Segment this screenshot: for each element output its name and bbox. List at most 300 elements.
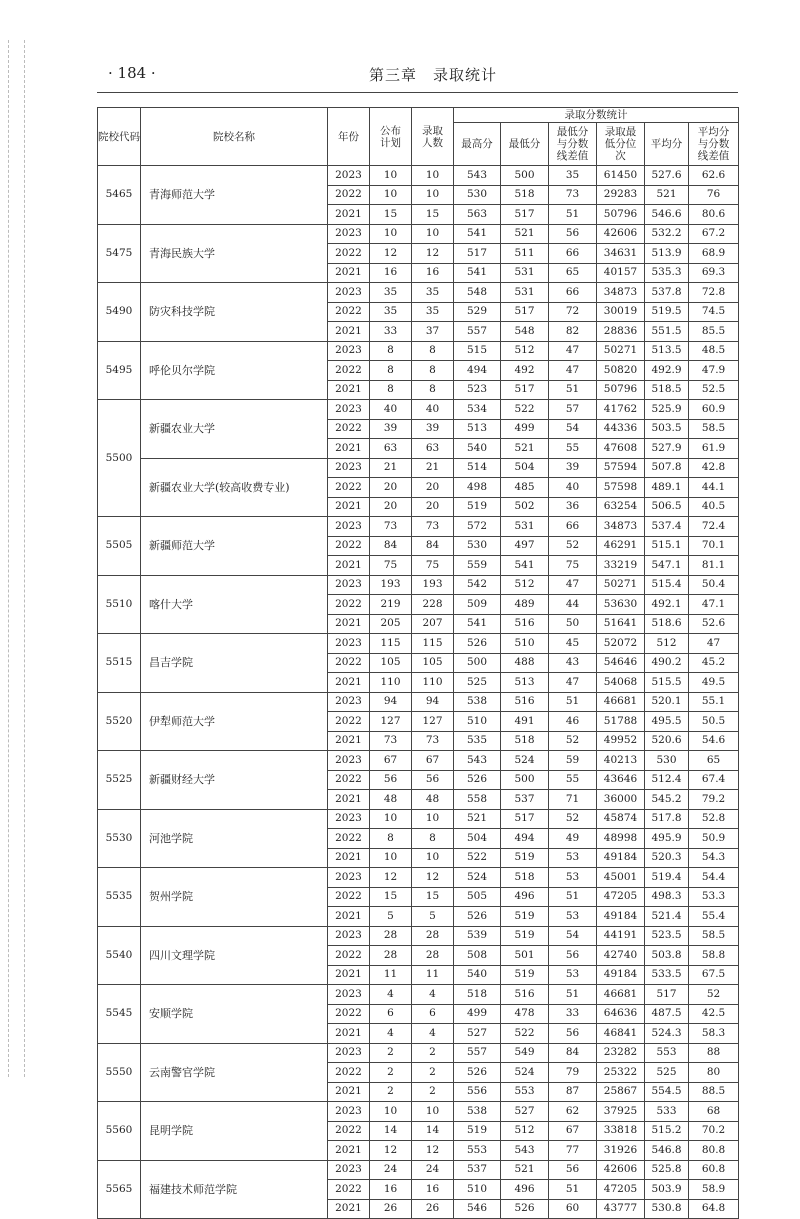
cell-year: 2023 (328, 166, 370, 186)
cell-max: 543 (454, 751, 501, 771)
table-row (98, 224, 739, 244)
cell-min: 494 (501, 829, 549, 849)
cell-avg: 521.4 (645, 907, 689, 927)
cell-avg-diff: 62.6 (689, 166, 739, 186)
cell-min-rank: 57594 (597, 458, 645, 478)
cell-year: 2023 (328, 517, 370, 537)
cell-max: 541 (454, 263, 501, 283)
cell-avg-diff: 60.8 (689, 1160, 739, 1180)
cell-min-diff: 67 (549, 1121, 597, 1141)
header-year: 年份 (328, 108, 370, 166)
table-row (98, 341, 739, 361)
cell-avg-diff: 58.5 (689, 419, 739, 439)
school-code: 5540 (98, 926, 141, 985)
cell-avg-diff: 58.3 (689, 1024, 739, 1044)
cell-avg: 492.1 (645, 595, 689, 615)
cell-max: 540 (454, 439, 501, 459)
cell-min-rank: 46841 (597, 1024, 645, 1044)
cell-year: 2022 (328, 185, 370, 205)
cell-avg: 490.2 (645, 653, 689, 673)
cell-min-rank: 50271 (597, 341, 645, 361)
cell-min-diff: 55 (549, 439, 597, 459)
cell-plan: 2 (370, 1063, 412, 1083)
cell-plan: 48 (370, 790, 412, 810)
cell-avg-diff: 50.5 (689, 712, 739, 732)
cell-avg: 545.2 (645, 790, 689, 810)
cell-enrolled: 48 (412, 790, 454, 810)
cell-min-diff: 53 (549, 868, 597, 888)
cell-max: 494 (454, 361, 501, 381)
cell-max: 504 (454, 829, 501, 849)
cell-enrolled: 4 (412, 1024, 454, 1044)
cell-min-diff: 52 (549, 809, 597, 829)
school-name: 安顺学院 (141, 985, 328, 1044)
cell-year: 2022 (328, 595, 370, 615)
cell-year: 2023 (328, 341, 370, 361)
cell-max: 515 (454, 341, 501, 361)
cell-min-diff: 72 (549, 302, 597, 322)
cell-avg-diff: 88.5 (689, 1082, 739, 1102)
cell-max: 556 (454, 1082, 501, 1102)
cell-plan: 20 (370, 478, 412, 498)
cell-max: 541 (454, 614, 501, 634)
cell-avg-diff: 68 (689, 1102, 739, 1122)
table-row (98, 751, 739, 771)
cell-min: 531 (501, 263, 549, 283)
cell-min: 531 (501, 283, 549, 303)
school-name: 喀什大学 (141, 575, 328, 634)
school-code: 5505 (98, 517, 141, 576)
cell-year: 2021 (328, 380, 370, 400)
cell-min: 543 (501, 1141, 549, 1161)
cell-year: 2021 (328, 1082, 370, 1102)
header-avg-diff: 平均分与分数线差值 (689, 123, 739, 166)
cell-year: 2022 (328, 653, 370, 673)
cell-plan: 35 (370, 302, 412, 322)
cell-year: 2021 (328, 848, 370, 868)
cell-plan: 40 (370, 400, 412, 420)
school-name: 青海民族大学 (141, 224, 328, 283)
cell-avg: 519.4 (645, 868, 689, 888)
cell-enrolled: 73 (412, 517, 454, 537)
cell-enrolled: 28 (412, 926, 454, 946)
cell-min-diff: 51 (549, 380, 597, 400)
cell-min-rank: 43777 (597, 1199, 645, 1219)
cell-year: 2021 (328, 614, 370, 634)
cell-avg-diff: 52.5 (689, 380, 739, 400)
cell-min: 516 (501, 692, 549, 712)
cell-min-diff: 46 (549, 712, 597, 732)
cell-plan: 15 (370, 887, 412, 907)
cell-enrolled: 15 (412, 205, 454, 225)
cell-year: 2021 (328, 965, 370, 985)
cell-min-rank: 42606 (597, 224, 645, 244)
school-name: 福建技术师范学院 (141, 1160, 328, 1219)
cell-max: 498 (454, 478, 501, 498)
cell-plan: 84 (370, 536, 412, 556)
cell-min: 519 (501, 965, 549, 985)
cell-avg: 520.1 (645, 692, 689, 712)
cell-min-diff: 53 (549, 965, 597, 985)
cell-avg: 532.2 (645, 224, 689, 244)
cell-avg: 525.8 (645, 1160, 689, 1180)
cell-year: 2022 (328, 829, 370, 849)
cell-max: 529 (454, 302, 501, 322)
cell-min-diff: 56 (549, 224, 597, 244)
cell-avg-diff: 72.8 (689, 283, 739, 303)
cell-min-diff: 50 (549, 614, 597, 634)
cell-min-diff: 56 (549, 946, 597, 966)
cell-enrolled: 75 (412, 556, 454, 576)
cell-min-diff: 54 (549, 926, 597, 946)
cell-min-diff: 51 (549, 1180, 597, 1200)
cell-enrolled: 37 (412, 322, 454, 342)
cell-min: 513 (501, 673, 549, 693)
cell-avg: 495.9 (645, 829, 689, 849)
cell-avg: 506.5 (645, 497, 689, 517)
cell-max: 530 (454, 536, 501, 556)
cell-enrolled: 193 (412, 575, 454, 595)
school-code: 5520 (98, 692, 141, 751)
table-row (98, 1102, 739, 1122)
cell-plan: 12 (370, 868, 412, 888)
cell-year: 2023 (328, 400, 370, 420)
cell-year: 2021 (328, 731, 370, 751)
cell-max: 510 (454, 712, 501, 732)
school-name: 新疆农业大学 (141, 400, 328, 459)
cell-avg: 533 (645, 1102, 689, 1122)
cell-max: 513 (454, 419, 501, 439)
table-row (98, 692, 739, 712)
cell-avg: 517 (645, 985, 689, 1005)
cell-min-rank: 54646 (597, 653, 645, 673)
scan-margin-line (24, 40, 25, 1077)
cell-max: 543 (454, 166, 501, 186)
cell-avg-diff: 40.5 (689, 497, 739, 517)
cell-min: 502 (501, 497, 549, 517)
cell-min-rank: 50796 (597, 380, 645, 400)
cell-min-diff: 77 (549, 1141, 597, 1161)
cell-max: 509 (454, 595, 501, 615)
cell-min-diff: 49 (549, 829, 597, 849)
cell-min-rank: 47205 (597, 1180, 645, 1200)
cell-enrolled: 84 (412, 536, 454, 556)
table-row (98, 1160, 739, 1180)
cell-min-diff: 73 (549, 185, 597, 205)
cell-min-diff: 39 (549, 458, 597, 478)
cell-min-rank: 51641 (597, 614, 645, 634)
cell-year: 2022 (328, 1180, 370, 1200)
cell-max: 546 (454, 1199, 501, 1219)
cell-plan: 10 (370, 1102, 412, 1122)
table-row (98, 985, 739, 1005)
school-name: 昌吉学院 (141, 634, 328, 693)
cell-avg: 518.5 (645, 380, 689, 400)
cell-max: 537 (454, 1160, 501, 1180)
cell-min: 548 (501, 322, 549, 342)
cell-plan: 35 (370, 283, 412, 303)
school-code: 5565 (98, 1160, 141, 1219)
admission-stats-table (97, 107, 739, 1219)
cell-avg: 489.1 (645, 478, 689, 498)
school-name: 云南警官学院 (141, 1043, 328, 1102)
cell-min-rank: 34873 (597, 517, 645, 537)
cell-min: 531 (501, 517, 549, 537)
cell-avg: 512 (645, 634, 689, 654)
cell-year: 2023 (328, 1102, 370, 1122)
cell-avg: 523.5 (645, 926, 689, 946)
header-plan: 公布计划 (370, 108, 412, 166)
cell-max: 541 (454, 224, 501, 244)
cell-max: 534 (454, 400, 501, 420)
cell-max: 505 (454, 887, 501, 907)
cell-max: 557 (454, 322, 501, 342)
table-row (98, 458, 739, 478)
table-row (98, 926, 739, 946)
cell-min: 518 (501, 731, 549, 751)
cell-avg-diff: 79.2 (689, 790, 739, 810)
cell-min: 501 (501, 946, 549, 966)
cell-enrolled: 94 (412, 692, 454, 712)
cell-min-rank: 28836 (597, 322, 645, 342)
cell-min-diff: 47 (549, 673, 597, 693)
cell-max: 514 (454, 458, 501, 478)
cell-avg: 503.5 (645, 419, 689, 439)
cell-enrolled: 20 (412, 478, 454, 498)
cell-min: 499 (501, 419, 549, 439)
cell-enrolled: 2 (412, 1063, 454, 1083)
cell-min-rank: 49952 (597, 731, 645, 751)
cell-avg-diff: 50.9 (689, 829, 739, 849)
cell-min-rank: 57598 (597, 478, 645, 498)
cell-avg-diff: 74.5 (689, 302, 739, 322)
cell-enrolled: 10 (412, 224, 454, 244)
cell-avg-diff: 85.5 (689, 322, 739, 342)
cell-year: 2021 (328, 556, 370, 576)
cell-max: 538 (454, 1102, 501, 1122)
cell-min-diff: 53 (549, 848, 597, 868)
cell-min-rank: 25322 (597, 1063, 645, 1083)
school-code: 5510 (98, 575, 141, 634)
cell-enrolled: 39 (412, 419, 454, 439)
cell-year: 2022 (328, 302, 370, 322)
cell-min-diff: 57 (549, 400, 597, 420)
cell-max: 526 (454, 770, 501, 790)
cell-min: 517 (501, 809, 549, 829)
cell-plan: 67 (370, 751, 412, 771)
cell-plan: 10 (370, 809, 412, 829)
cell-avg: 515.1 (645, 536, 689, 556)
cell-avg: 551.5 (645, 322, 689, 342)
cell-enrolled: 127 (412, 712, 454, 732)
cell-enrolled: 12 (412, 244, 454, 264)
cell-min-rank: 47205 (597, 887, 645, 907)
cell-min-rank: 49184 (597, 848, 645, 868)
cell-plan: 110 (370, 673, 412, 693)
cell-enrolled: 73 (412, 731, 454, 751)
school-code: 5495 (98, 341, 141, 400)
cell-min-rank: 50820 (597, 361, 645, 381)
cell-max: 521 (454, 809, 501, 829)
cell-avg-diff: 55.4 (689, 907, 739, 927)
cell-avg-diff: 70.1 (689, 536, 739, 556)
cell-avg: 553 (645, 1043, 689, 1063)
cell-avg-diff: 68.9 (689, 244, 739, 264)
header-code: 院校代码 (98, 108, 141, 166)
cell-min-diff: 62 (549, 1102, 597, 1122)
cell-year: 2022 (328, 244, 370, 264)
cell-min: 553 (501, 1082, 549, 1102)
cell-year: 2023 (328, 458, 370, 478)
cell-enrolled: 8 (412, 361, 454, 381)
cell-min-rank: 45874 (597, 809, 645, 829)
cell-plan: 12 (370, 244, 412, 264)
cell-min: 510 (501, 634, 549, 654)
cell-plan: 94 (370, 692, 412, 712)
cell-plan: 26 (370, 1199, 412, 1219)
table-body (98, 166, 739, 1219)
cell-max: 526 (454, 634, 501, 654)
cell-min-rank: 37925 (597, 1102, 645, 1122)
header-enrolled: 录取人数 (412, 108, 454, 166)
cell-min: 512 (501, 341, 549, 361)
cell-max: 517 (454, 244, 501, 264)
school-code: 5465 (98, 166, 141, 225)
cell-min: 537 (501, 790, 549, 810)
cell-min-diff: 66 (549, 517, 597, 537)
cell-avg: 498.3 (645, 887, 689, 907)
cell-plan: 8 (370, 829, 412, 849)
cell-enrolled: 110 (412, 673, 454, 693)
cell-min-diff: 66 (549, 244, 597, 264)
cell-min-diff: 75 (549, 556, 597, 576)
cell-max: 553 (454, 1141, 501, 1161)
cell-min-diff: 56 (549, 1160, 597, 1180)
cell-avg-diff: 44.1 (689, 478, 739, 498)
cell-plan: 15 (370, 205, 412, 225)
cell-min-rank: 23282 (597, 1043, 645, 1063)
cell-avg: 517.8 (645, 809, 689, 829)
cell-min-rank: 43646 (597, 770, 645, 790)
cell-year: 2022 (328, 419, 370, 439)
cell-min: 491 (501, 712, 549, 732)
cell-plan: 127 (370, 712, 412, 732)
header-avg: 平均分 (645, 123, 689, 166)
cell-min: 519 (501, 907, 549, 927)
cell-avg-diff: 48.5 (689, 341, 739, 361)
cell-avg: 537.4 (645, 517, 689, 537)
cell-year: 2022 (328, 361, 370, 381)
cell-year: 2023 (328, 868, 370, 888)
cell-plan: 193 (370, 575, 412, 595)
cell-max: 526 (454, 907, 501, 927)
cell-plan: 21 (370, 458, 412, 478)
cell-year: 2021 (328, 439, 370, 459)
school-code: 5535 (98, 868, 141, 927)
cell-year: 2023 (328, 926, 370, 946)
cell-avg: 503.8 (645, 946, 689, 966)
cell-min-diff: 71 (549, 790, 597, 810)
cell-max: 542 (454, 575, 501, 595)
cell-plan: 219 (370, 595, 412, 615)
page-number: · 184 · (108, 64, 156, 82)
school-name: 青海师范大学 (141, 166, 328, 225)
cell-min: 521 (501, 439, 549, 459)
cell-avg: 525 (645, 1063, 689, 1083)
cell-min: 517 (501, 302, 549, 322)
cell-avg: 527.6 (645, 166, 689, 186)
cell-plan: 205 (370, 614, 412, 634)
cell-min-diff: 52 (549, 731, 597, 751)
header-max: 最高分 (454, 123, 501, 166)
cell-plan: 4 (370, 985, 412, 1005)
cell-enrolled: 10 (412, 185, 454, 205)
table-row (98, 575, 739, 595)
cell-min-rank: 63254 (597, 497, 645, 517)
cell-min-rank: 42606 (597, 1160, 645, 1180)
cell-plan: 16 (370, 263, 412, 283)
cell-year: 2021 (328, 790, 370, 810)
cell-year: 2022 (328, 478, 370, 498)
cell-min-rank: 41762 (597, 400, 645, 420)
cell-plan: 73 (370, 517, 412, 537)
cell-avg: 487.5 (645, 1004, 689, 1024)
cell-min-rank: 44336 (597, 419, 645, 439)
cell-enrolled: 14 (412, 1121, 454, 1141)
cell-avg-diff: 88 (689, 1043, 739, 1063)
cell-min-rank: 54068 (597, 673, 645, 693)
cell-avg: 554.5 (645, 1082, 689, 1102)
cell-plan: 4 (370, 1024, 412, 1044)
cell-min-diff: 59 (549, 751, 597, 771)
cell-plan: 10 (370, 224, 412, 244)
header-rule (97, 92, 738, 93)
cell-min-diff: 82 (549, 322, 597, 342)
cell-max: 523 (454, 380, 501, 400)
cell-avg-diff: 61.9 (689, 439, 739, 459)
school-name: 呼伦贝尔学院 (141, 341, 328, 400)
cell-min-rank: 40157 (597, 263, 645, 283)
cell-min: 522 (501, 1024, 549, 1044)
cell-min-diff: 43 (549, 653, 597, 673)
cell-enrolled: 24 (412, 1160, 454, 1180)
cell-min-diff: 36 (549, 497, 597, 517)
cell-min: 512 (501, 575, 549, 595)
cell-avg: 515.2 (645, 1121, 689, 1141)
cell-avg: 503.9 (645, 1180, 689, 1200)
school-name: 昆明学院 (141, 1102, 328, 1161)
school-code: 5500 (98, 400, 141, 517)
cell-max: 499 (454, 1004, 501, 1024)
cell-min: 478 (501, 1004, 549, 1024)
cell-min-rank: 52072 (597, 634, 645, 654)
cell-min-rank: 44191 (597, 926, 645, 946)
cell-min: 485 (501, 478, 549, 498)
cell-max: 539 (454, 926, 501, 946)
cell-enrolled: 207 (412, 614, 454, 634)
cell-min-diff: 53 (549, 907, 597, 927)
cell-min-diff: 52 (549, 536, 597, 556)
cell-enrolled: 8 (412, 829, 454, 849)
cell-avg: 520.3 (645, 848, 689, 868)
cell-min-rank: 33818 (597, 1121, 645, 1141)
cell-enrolled: 12 (412, 868, 454, 888)
cell-min-diff: 47 (549, 575, 597, 595)
cell-year: 2022 (328, 712, 370, 732)
cell-min-rank: 31926 (597, 1141, 645, 1161)
cell-year: 2023 (328, 634, 370, 654)
cell-avg: 537.8 (645, 283, 689, 303)
